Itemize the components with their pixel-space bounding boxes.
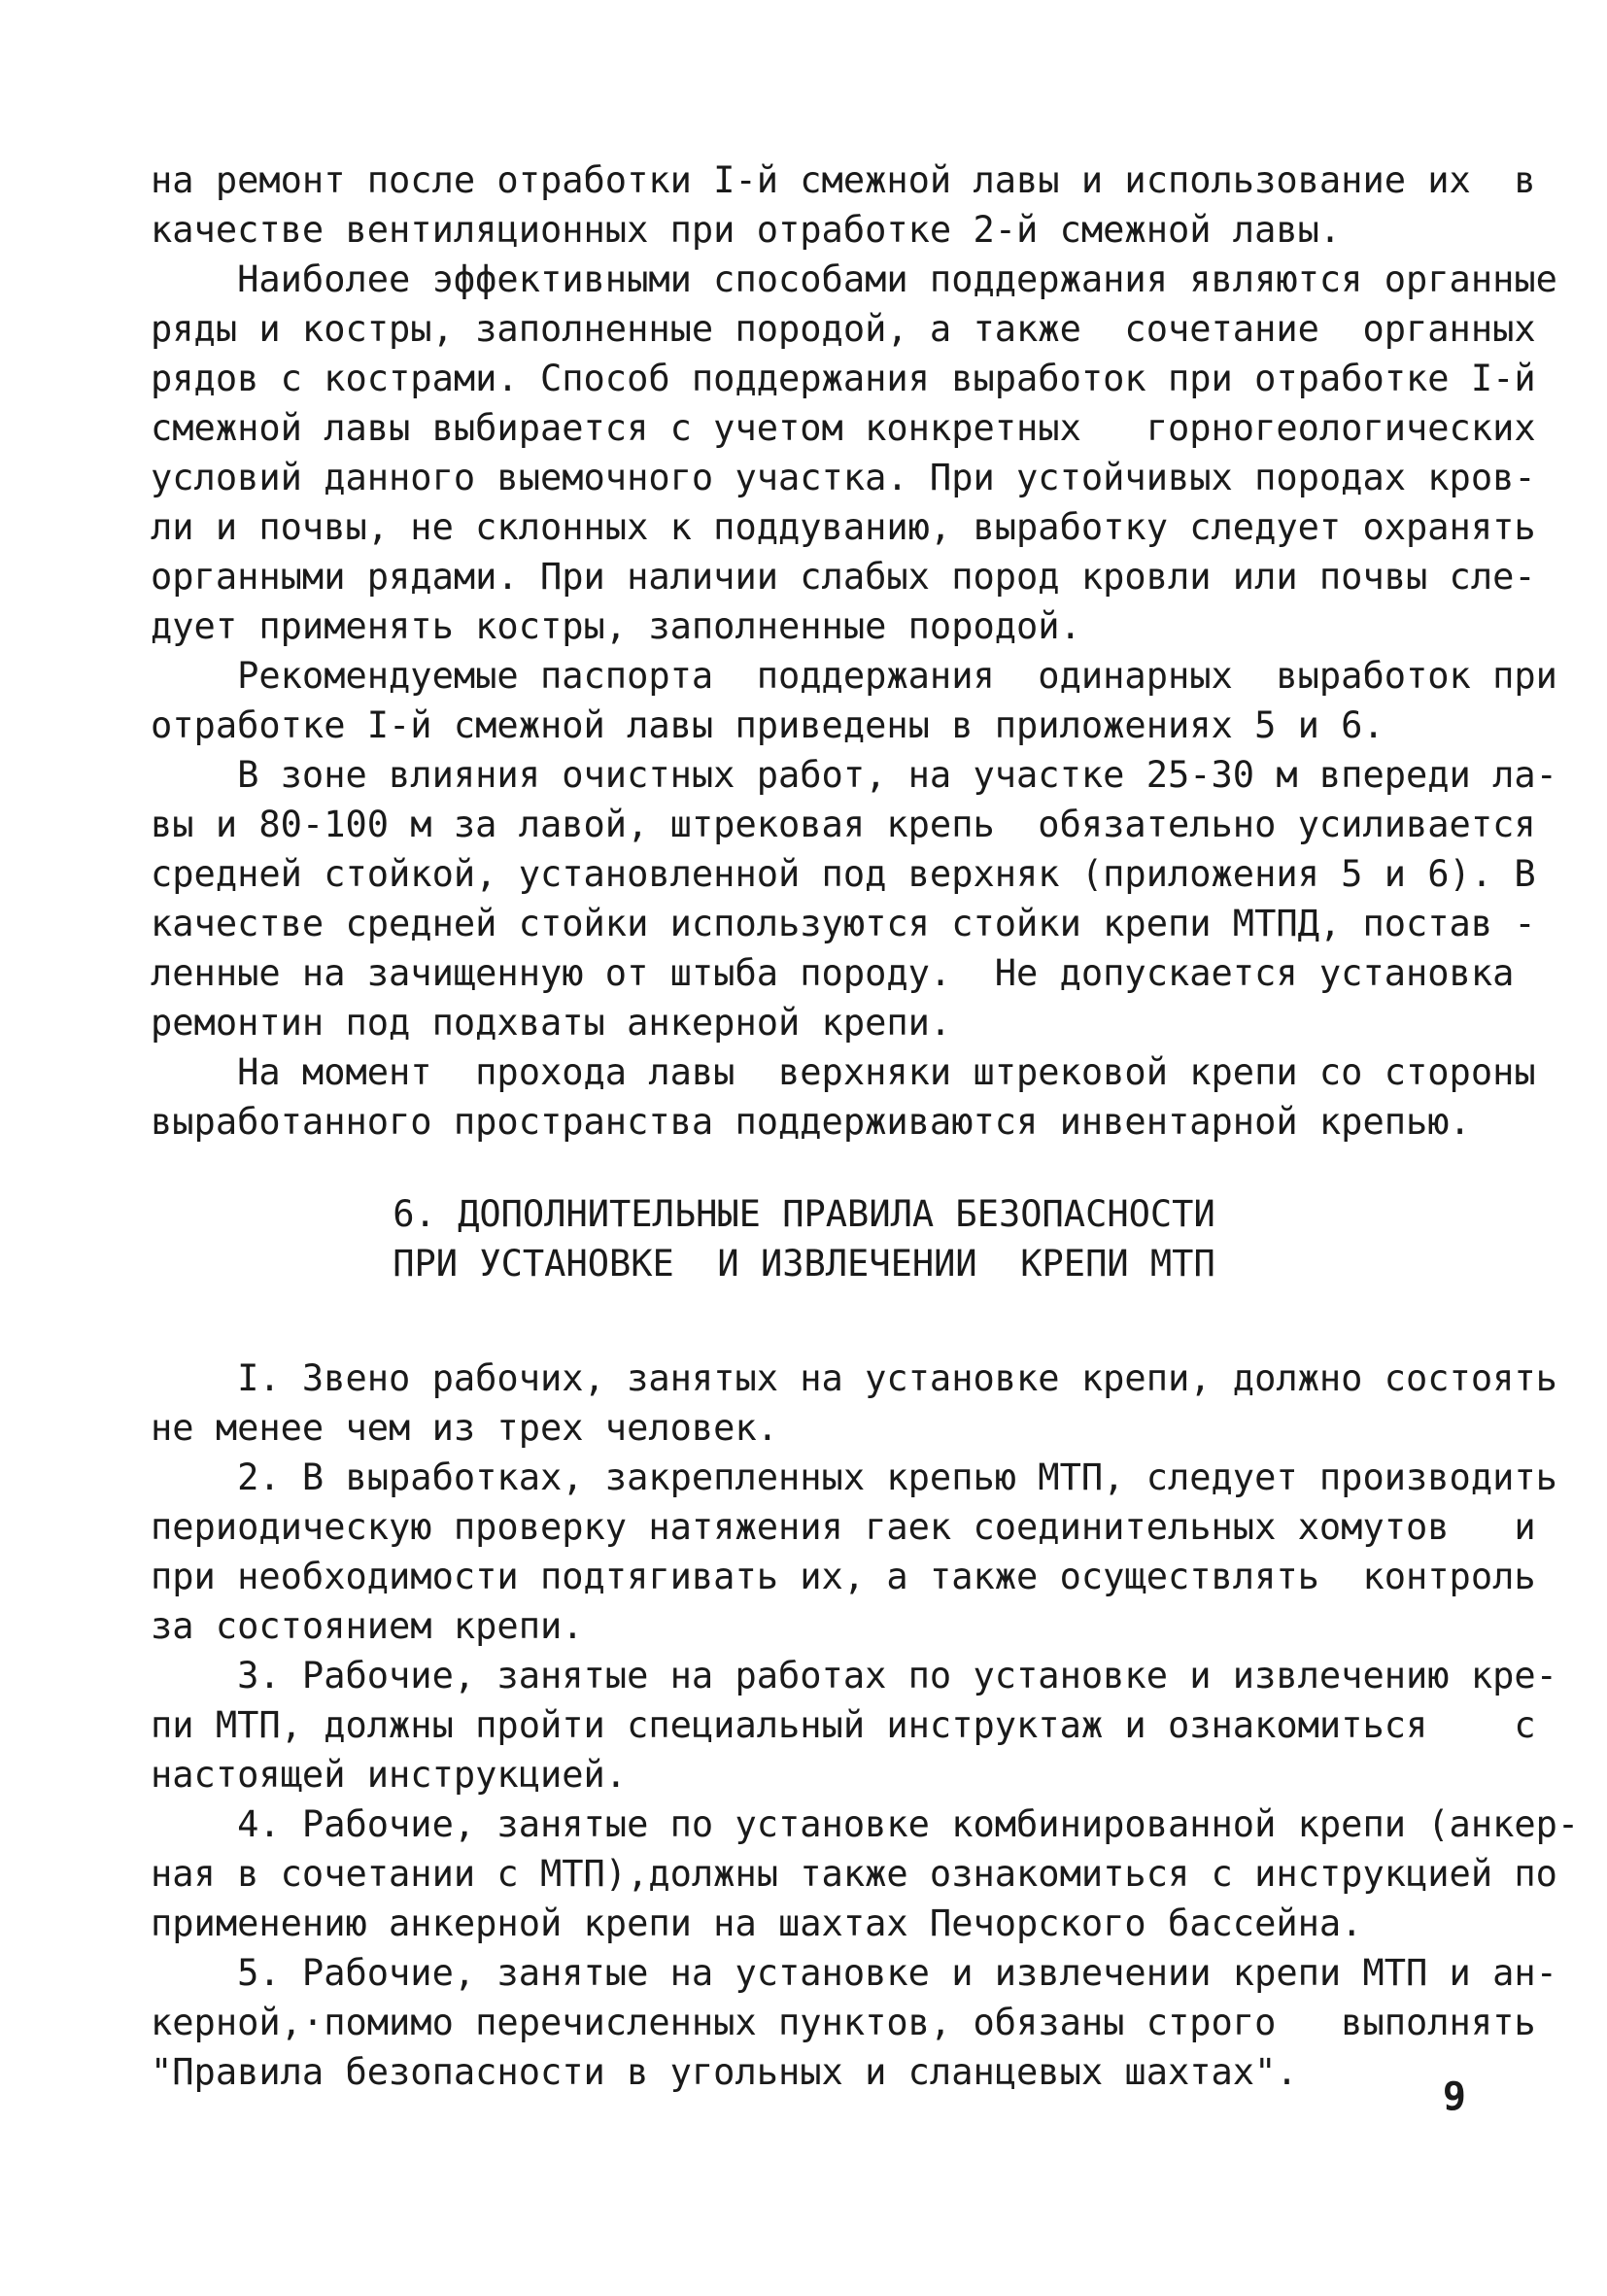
text-line: ремонтин под подхваты анкерной крепи.	[151, 1002, 952, 1044]
text-line: 3. Рабочие, занятые на работах по установке и извлечению кре-	[151, 1655, 1557, 1696]
text-line: качестве вентиляционных при отработке 2-й смежной лавы.	[151, 209, 1342, 251]
text-line: ряды и костры, заполненные породой, а также сочетание органных	[151, 308, 1536, 350]
text-line: вы и 80-100 м за лавой, штрековая крепь обязательно усиливается	[151, 804, 1536, 845]
text-line: периодическую проверку натяжения гаек соединительных хомутов и	[151, 1506, 1536, 1548]
text-line: средней стойкой, установленной под верхняк (приложения 5 и 6). В	[151, 853, 1536, 895]
text-line: при необходимости подтягивать их, а также осуществлять контроль	[151, 1556, 1536, 1597]
text-line: отработке I-й смежной лавы приведены в приложениях 5 и 6.	[151, 704, 1385, 746]
text-line: условий данного выемочного участка. При устойчивых породах кров-	[151, 457, 1536, 498]
text-line: 2. В выработках, закрепленных крепью МТП, следует производить	[151, 1456, 1557, 1498]
text-line: ли и почвы, не склонных к поддуванию, выработку следует охранять	[151, 506, 1536, 548]
text-line: настоящей инструкцией.	[151, 1754, 628, 1796]
text-line: ная в сочетании с МТП),должны также ознакомиться с инструкцией по	[151, 1853, 1557, 1895]
text-line: 5. Рабочие, занятые на установке и извлечении крепи МТП и ан-	[151, 1952, 1557, 1994]
section-heading	[151, 1189, 1457, 1288]
heading-line: ПРИ УСТАНОВКЕ И ИЗВЛЕЧЕНИИ КРЕПИ МТП	[393, 1243, 1215, 1285]
body-text-bottom	[151, 1354, 1580, 2097]
heading-line: 6. ДОПОЛНИТЕЛЬНЫЕ ПРАВИЛА БЕЗОПАСНОСТИ	[393, 1193, 1215, 1235]
text-line: На момент прохода лавы верхняки штрековой крепи со стороны	[151, 1051, 1536, 1093]
text-line: дует применять костры, заполненные породой.	[151, 605, 1081, 647]
text-line: Наиболее эффективными способами поддержания являются органные	[151, 258, 1557, 300]
text-line: выработанного пространства поддерживаются инвентарной крепью.	[151, 1101, 1471, 1143]
text-line: применению анкерной крепи на шахтах Печорского бассейна.	[151, 1902, 1363, 1944]
text-line: на ремонт после отработки I-й смежной лавы и использование их в	[151, 159, 1536, 201]
page-number: 9	[1442, 2074, 1466, 2119]
text-line: не менее чем из трех человек.	[151, 1407, 779, 1449]
text-line: 4. Рабочие, занятые по установке комбинированной крепи (анкер-	[151, 1803, 1580, 1845]
text-line: керной,·помимо перечисленных пунктов, обязаны строго выполнять	[151, 2002, 1536, 2043]
text-line: В зоне влияния очистных работ, на участке 25-30 м впереди ла-	[151, 754, 1557, 796]
text-line: I. Звено рабочих, занятых на установке крепи, должно состоять	[151, 1357, 1557, 1399]
text-line: органными рядами. При наличии слабых пород кровли или почвы сле-	[151, 556, 1536, 598]
body-text-top	[151, 155, 1557, 1147]
text-line: за состоянием крепи.	[151, 1605, 584, 1647]
text-line: пи МТП, должны пройти специальный инструктаж и ознакомиться с	[151, 1704, 1536, 1746]
text-line: "Правила безопасности в угольных и сланцевых шахтах".	[151, 2051, 1298, 2093]
text-line: ленные на зачищенную от штыба породу. Не допускается установка	[151, 952, 1515, 994]
text-line: Рекомендуемые паспорта поддержания одинарных выработок при	[151, 655, 1557, 697]
text-line: рядов с кострами. Способ поддержания выработок при отработке I-й	[151, 358, 1536, 399]
text-line: качестве средней стойки используются стойки крепи МТПД, постав -	[151, 903, 1536, 944]
text-line: смежной лавы выбирается с учетом конкретных горногеологических	[151, 407, 1536, 449]
